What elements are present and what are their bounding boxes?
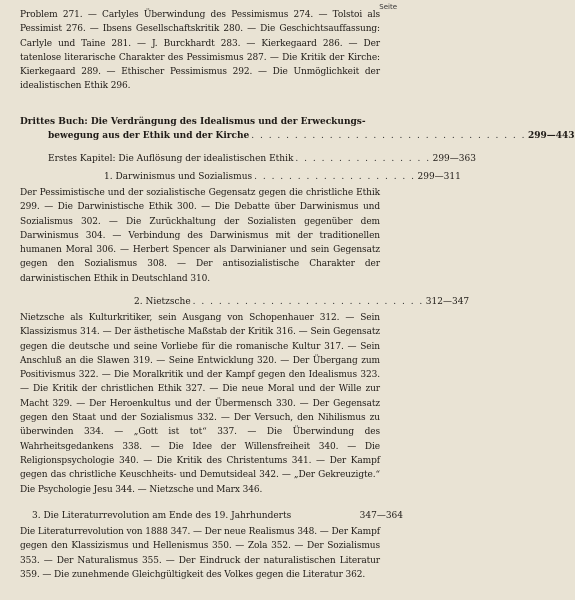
section-3-heading bbox=[32, 509, 403, 523]
leader-dots: . . . . . . . . . . . . . . . . . . . . . . . . . . . . . . . . bbox=[251, 131, 526, 141]
book-heading-line2 bbox=[48, 129, 575, 143]
section-1-heading bbox=[104, 170, 461, 184]
chapter-heading bbox=[48, 152, 476, 166]
section-3-page-range: 347—364 bbox=[359, 511, 403, 521]
section-1-page-range: 299—311 bbox=[417, 172, 461, 182]
leader-dots: . . . . . . . . . . . . . . . . . . . . . . . . . . . bbox=[192, 297, 424, 307]
section-2-heading bbox=[134, 295, 470, 309]
section-2-paragraph: Nietzsche als Kulturkritiker, sein Ausgang von Schopenhauer 312. — Sein Klassizismus 314. — Der ästhetische Maßstab der Kritik 316. — Sein Gegensatz gegen die deutsche und seine Vorliebe für die romanische Kultur 317. — Sein Anschluß an die Slawen 319. — Seine Entwicklung 320. — Der Übergang zum Positivismus 322. — Die Moralkritik und der Kampf gegen den Idealismus 323. — Die Kritik der christlichen Ethik 327. — Die neue Moral und der Wille zur Macht 329. — Der Heroenkultus und der Übermensch 330. — Der Gegensatz gegen den Staat und der Sozialismus 332. — Der Versuch, den Nihilismus zu überwinden 334. — „Gott ist tot“ 337. — Die Überwindung des Wahrheitsgedankens 338. — Die Idee der Willensfreiheit 340. — Die Religionspsychologie 340. — Die Kritik des Christentums 341. — Der Kampf gegen das christliche Keuschheits- und Demutsideal 342. — „Der Gekreuzigte.“ Die Psychologie Jesu 344. — Nietzsche und Marx 346. bbox=[20, 313, 380, 495]
section-2-page-range: 312—347 bbox=[425, 297, 470, 307]
section-3-title: 3. Die Literaturrevolution am Ende des 19. Jahrhunderts bbox=[32, 511, 292, 521]
book-heading-title-end: bewegung aus der Ethik und der Kirche bbox=[48, 131, 250, 141]
page-column-header: Seite bbox=[379, 3, 397, 11]
chapter-page-range: 299—363 bbox=[432, 154, 476, 164]
intro-paragraph: Problem 271. — Carlyles Überwindung des Pessimismus 274. — Tolstoi als Pessimist 276. — Ibsens Gesellschaftskritik 280. — Die Geschichtsauffassung: Carlyle und Taine 281. — J. Burckhardt 283. — Kierkegaard 286. — Der tatenlose literarische Charakter des Pessimismus 287. — Die Kritik der Kirche: Kierkegaard 289. — Ethischer Pessimismus 292. — Die Unmöglichkeit der idealistischen Ethik 296. bbox=[20, 10, 380, 92]
section-3-paragraph: Die Literaturrevolution von 1888 347. — Der neue Realismus 348. — Der Kampf gegen den Klassizismus und Hellenismus 350. — Zola 352. — Der Sozialismus 353. — Der Naturalismus 355. — Der Eindruck der naturalistischen Literatur 359. — Die zunehmende Gleichgültigkeit des Volkes gegen die Literatur 362. bbox=[20, 527, 380, 580]
book-page-range: 299—443 bbox=[528, 131, 575, 141]
book-heading-line1: Drittes Buch: Die Verdrängung des Idealismus und der Erweckungs- bbox=[20, 117, 366, 127]
section-1-title: 1. Darwinismus und Sozialismus bbox=[104, 172, 253, 182]
leader-dots: . . . . . . . . . . . . . . . . bbox=[295, 154, 431, 164]
section-2-title: 2. Nietzsche bbox=[134, 297, 191, 307]
leader-dots: . . . . . . . . . . . . . . . . . . . bbox=[254, 172, 416, 182]
chapter-title: Erstes Kapitel: Die Auflösung der idealistischen Ethik bbox=[48, 154, 294, 164]
section-1-paragraph: Der Pessimistische und der sozialistische Gegensatz gegen die christliche Ethik 299. — Die Darwinistische Ethik 300. — Die Debatte über Darwinismus und Sozialismus 302. — Die Zurückhaltung der Sozialisten gegenüber dem Darwinismus 304. — Verbindung des Darwinismus mit der traditionellen humanen Moral 306. — Herbert Spencer als Darwinianer und sein Gegensatz gegen den Sozialismus 308. — Der antisozialistische Charakter der darwinistischen Ethik in Deutschland 310. bbox=[20, 188, 380, 284]
